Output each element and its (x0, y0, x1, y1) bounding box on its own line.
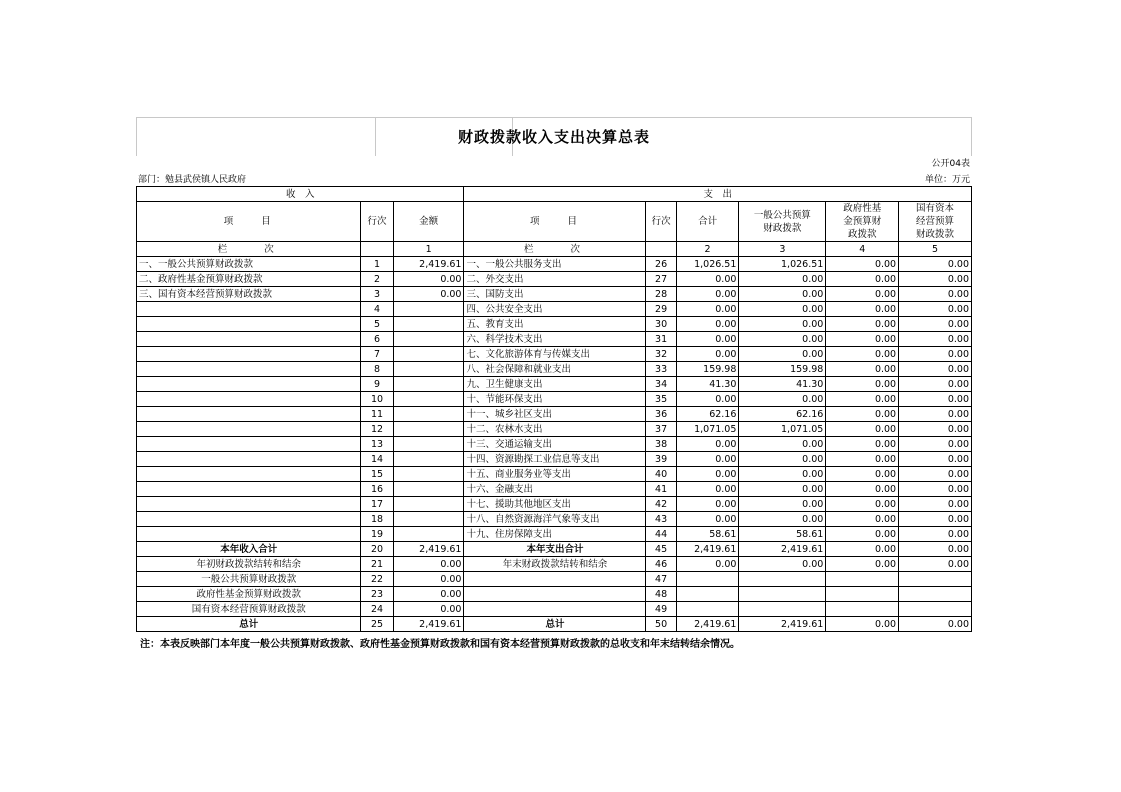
expense-lineno-cell: 28 (646, 287, 676, 302)
income-amount-cell (393, 362, 464, 377)
income-amount-cell (393, 407, 464, 422)
income-amount-cell (393, 392, 464, 407)
table-row (137, 332, 972, 347)
col-num-4: 4 (826, 242, 899, 257)
expense-fund-cell: 0.00 (826, 377, 899, 392)
expense-total-cell: 2,419.61 (676, 617, 739, 632)
expense-item-cell: 十七、援助其他地区支出 (464, 497, 646, 512)
income-lineno-cell: 13 (361, 437, 393, 452)
expense-item-header: 项 目 (464, 202, 646, 242)
col-blank-1 (361, 242, 393, 257)
income-item-cell: 二、政府性基金预算财政拨款 (137, 272, 361, 287)
income-item-cell (137, 437, 361, 452)
expense-item-cell: 总计 (464, 617, 646, 632)
income-lineno-cell: 25 (361, 617, 393, 632)
unit-label: 单位：万元 (924, 175, 970, 185)
table-row (137, 527, 972, 542)
table-row (137, 422, 972, 437)
income-item-cell (137, 317, 361, 332)
income-item-cell (137, 422, 361, 437)
table-row (137, 542, 972, 557)
expense-group-header: 支 出 (464, 187, 972, 202)
expense-total-cell: 1,026.51 (676, 257, 739, 272)
expense-capital-cell: 0.00 (899, 332, 972, 347)
expense-total-cell: 0.00 (676, 287, 739, 302)
income-amount-cell (393, 452, 464, 467)
expense-general-cell: 0.00 (739, 557, 826, 572)
expense-fund-cell: 0.00 (826, 392, 899, 407)
income-lineno-cell: 8 (361, 362, 393, 377)
income-amount-cell: 0.00 (393, 557, 464, 572)
expense-item-cell: 一、一般公共服务支出 (464, 257, 646, 272)
expense-capital-cell: 0.00 (899, 302, 972, 317)
expense-item-cell: 本年支出合计 (464, 542, 646, 557)
expense-item-cell: 三、国防支出 (464, 287, 646, 302)
expense-item-cell: 九、卫生健康支出 (464, 377, 646, 392)
expense-general-cell: 1,071.05 (739, 422, 826, 437)
expense-fund-cell: 0.00 (826, 437, 899, 452)
income-lineno-cell: 10 (361, 392, 393, 407)
income-amount-cell (393, 527, 464, 542)
expense-fund-cell: 0.00 (826, 407, 899, 422)
income-item-cell (137, 452, 361, 467)
expense-fund-cell: 0.00 (826, 557, 899, 572)
table-row (137, 602, 972, 617)
expense-general-cell: 0.00 (739, 452, 826, 467)
table-row (137, 572, 972, 587)
income-lineno-cell: 15 (361, 467, 393, 482)
expense-total-cell: 0.00 (676, 392, 739, 407)
expense-total-cell: 0.00 (676, 497, 739, 512)
income-lineno-cell: 7 (361, 347, 393, 362)
expense-general-cell (739, 587, 826, 602)
income-amount-cell: 2,419.61 (393, 257, 464, 272)
state-capital-header: 国有资本 经营预算 财政拨款 (899, 202, 972, 242)
col-label-income: 栏 次 (137, 242, 361, 257)
income-item-cell: 总计 (137, 617, 361, 632)
income-amount-cell: 0.00 (393, 572, 464, 587)
income-lineno-cell: 11 (361, 407, 393, 422)
income-group-header: 收 入 (137, 187, 464, 202)
department-row (136, 172, 972, 186)
expense-lineno-header: 行次 (646, 202, 676, 242)
expense-capital-cell: 0.00 (899, 497, 972, 512)
income-amount-cell: 2,419.61 (393, 542, 464, 557)
expense-general-cell: 58.61 (739, 527, 826, 542)
income-lineno-cell: 20 (361, 542, 393, 557)
table-row (137, 482, 972, 497)
expense-capital-cell: 0.00 (899, 317, 972, 332)
expense-fund-cell: 0.00 (826, 272, 899, 287)
expense-total-cell (676, 602, 739, 617)
expense-capital-cell: 0.00 (899, 617, 972, 632)
table-body (137, 257, 972, 632)
income-item-cell (137, 362, 361, 377)
expense-lineno-cell: 35 (646, 392, 676, 407)
income-lineno-cell: 17 (361, 497, 393, 512)
income-lineno-cell: 16 (361, 482, 393, 497)
expense-general-cell: 0.00 (739, 317, 826, 332)
column-header-row (137, 202, 972, 242)
expense-lineno-cell: 43 (646, 512, 676, 527)
page-title: 财政拨款收入支出决算总表 (457, 128, 650, 146)
expense-capital-cell: 0.00 (899, 437, 972, 452)
income-amount-cell: 0.00 (393, 272, 464, 287)
table-row (137, 302, 972, 317)
expense-lineno-cell: 47 (646, 572, 676, 587)
income-item-header: 项 目 (137, 202, 361, 242)
income-lineno-cell: 1 (361, 257, 393, 272)
expense-item-cell: 十三、交通运输支出 (464, 437, 646, 452)
col-blank-2 (646, 242, 676, 257)
expense-total-cell: 159.98 (676, 362, 739, 377)
expense-item-cell: 五、教育支出 (464, 317, 646, 332)
expense-item-cell: 十二、农林水支出 (464, 422, 646, 437)
income-item-cell (137, 302, 361, 317)
table-note: 注：本表反映部门本年度一般公共预算财政拨款、政府性基金预算财政拨款和国有资本经营预算财政拨款的总收支和年末结转结余情况。 (140, 639, 740, 650)
expense-lineno-cell: 42 (646, 497, 676, 512)
expense-general-cell: 0.00 (739, 332, 826, 347)
expense-general-cell: 0.00 (739, 302, 826, 317)
income-lineno-cell: 5 (361, 317, 393, 332)
expense-fund-cell: 0.00 (826, 527, 899, 542)
income-item-cell (137, 497, 361, 512)
expense-lineno-cell: 37 (646, 422, 676, 437)
expense-lineno-cell: 39 (646, 452, 676, 467)
col-label-expense: 栏 次 (464, 242, 646, 257)
table-row (137, 437, 972, 452)
income-amount-cell (393, 317, 464, 332)
expense-fund-cell: 0.00 (826, 362, 899, 377)
expense-general-cell (739, 572, 826, 587)
income-amount-header: 金额 (393, 202, 464, 242)
expense-fund-cell: 0.00 (826, 332, 899, 347)
expense-capital-cell: 0.00 (899, 347, 972, 362)
expense-total-cell: 0.00 (676, 557, 739, 572)
income-amount-cell (393, 332, 464, 347)
income-lineno-cell: 19 (361, 527, 393, 542)
income-item-cell: 本年收入合计 (137, 542, 361, 557)
expense-fund-cell (826, 587, 899, 602)
table-row (137, 392, 972, 407)
expense-item-cell: 年末财政拨款结转和结余 (464, 557, 646, 572)
col-num-3: 3 (739, 242, 826, 257)
column-number-row (137, 242, 972, 257)
income-lineno-cell: 21 (361, 557, 393, 572)
col-num-1: 1 (393, 242, 464, 257)
expense-item-cell: 二、外交支出 (464, 272, 646, 287)
expense-lineno-cell: 31 (646, 332, 676, 347)
expense-general-cell: 62.16 (739, 407, 826, 422)
expense-fund-cell: 0.00 (826, 482, 899, 497)
table-row (137, 272, 972, 287)
expense-item-cell: 六、科学技术支出 (464, 332, 646, 347)
expense-capital-cell: 0.00 (899, 557, 972, 572)
table-row (137, 512, 972, 527)
expense-item-cell: 七、文化旅游体育与传媒支出 (464, 347, 646, 362)
income-amount-cell: 0.00 (393, 287, 464, 302)
expense-total-cell: 58.61 (676, 527, 739, 542)
income-amount-cell (393, 482, 464, 497)
expense-total-cell: 0.00 (676, 467, 739, 482)
worksheet (136, 117, 972, 650)
expense-general-cell: 0.00 (739, 347, 826, 362)
income-amount-cell (393, 347, 464, 362)
income-lineno-cell: 14 (361, 452, 393, 467)
expense-general-cell: 2,419.61 (739, 542, 826, 557)
expense-item-cell (464, 602, 646, 617)
expense-fund-cell: 0.00 (826, 617, 899, 632)
income-item-cell: 三、国有资本经营预算财政拨款 (137, 287, 361, 302)
expense-item-cell (464, 587, 646, 602)
expense-fund-cell: 0.00 (826, 347, 899, 362)
expense-item-cell: 十一、城乡社区支出 (464, 407, 646, 422)
expense-lineno-cell: 34 (646, 377, 676, 392)
expense-total-cell: 0.00 (676, 437, 739, 452)
expense-total-cell: 0.00 (676, 482, 739, 497)
expense-lineno-cell: 46 (646, 557, 676, 572)
form-number-row (136, 156, 972, 172)
department-label: 部门：勉县武侯镇人民政府 (138, 175, 247, 185)
expense-general-cell: 0.00 (739, 437, 826, 452)
expense-general-cell: 41.30 (739, 377, 826, 392)
expense-general-cell: 0.00 (739, 467, 826, 482)
income-amount-cell (393, 497, 464, 512)
expense-total-cell: 0.00 (676, 452, 739, 467)
expense-item-cell: 十、节能环保支出 (464, 392, 646, 407)
table-row (137, 347, 972, 362)
expense-fund-cell: 0.00 (826, 512, 899, 527)
expense-lineno-cell: 33 (646, 362, 676, 377)
expense-lineno-cell: 36 (646, 407, 676, 422)
expense-capital-cell: 0.00 (899, 257, 972, 272)
budget-table (136, 186, 972, 632)
table-row (137, 497, 972, 512)
expense-capital-cell: 0.00 (899, 362, 972, 377)
income-amount-cell: 0.00 (393, 602, 464, 617)
expense-fund-cell (826, 602, 899, 617)
expense-capital-cell: 0.00 (899, 452, 972, 467)
expense-lineno-cell: 38 (646, 437, 676, 452)
expense-fund-cell: 0.00 (826, 467, 899, 482)
income-item-cell: 年初财政拨款结转和结余 (137, 557, 361, 572)
income-item-cell (137, 467, 361, 482)
income-item-cell (137, 332, 361, 347)
table-row (137, 587, 972, 602)
income-lineno-cell: 4 (361, 302, 393, 317)
table-row (137, 452, 972, 467)
expense-capital-cell: 0.00 (899, 407, 972, 422)
table-row (137, 407, 972, 422)
expense-total-cell: 0.00 (676, 302, 739, 317)
table-row (137, 467, 972, 482)
income-item-cell (137, 407, 361, 422)
table-row (137, 317, 972, 332)
expense-item-cell: 十八、自然资源海洋气象等支出 (464, 512, 646, 527)
income-lineno-cell: 18 (361, 512, 393, 527)
expense-total-cell: 0.00 (676, 332, 739, 347)
income-amount-cell: 2,419.61 (393, 617, 464, 632)
expense-lineno-cell: 44 (646, 527, 676, 542)
col-num-5: 5 (899, 242, 972, 257)
expense-capital-cell (899, 602, 972, 617)
expense-capital-cell: 0.00 (899, 512, 972, 527)
expense-general-cell: 0.00 (739, 287, 826, 302)
expense-lineno-cell: 41 (646, 482, 676, 497)
expense-capital-cell: 0.00 (899, 467, 972, 482)
expense-item-cell: 十五、商业服务业等支出 (464, 467, 646, 482)
income-item-cell (137, 347, 361, 362)
income-amount-cell (393, 302, 464, 317)
income-lineno-cell: 2 (361, 272, 393, 287)
table-row (137, 557, 972, 572)
income-item-cell: 国有资本经营预算财政拨款 (137, 602, 361, 617)
expense-capital-cell: 0.00 (899, 422, 972, 437)
income-item-cell (137, 527, 361, 542)
income-amount-cell (393, 512, 464, 527)
table-row (137, 287, 972, 302)
income-lineno-cell: 12 (361, 422, 393, 437)
expense-total-cell: 2,419.61 (676, 542, 739, 557)
expense-lineno-cell: 26 (646, 257, 676, 272)
income-item-cell: 政府性基金预算财政拨款 (137, 587, 361, 602)
expense-item-cell: 十六、金融支出 (464, 482, 646, 497)
income-item-cell (137, 512, 361, 527)
expense-general-cell: 159.98 (739, 362, 826, 377)
general-public-header: 一般公共预算 财政拨款 (739, 202, 826, 242)
table-row (137, 377, 972, 392)
expense-fund-cell: 0.00 (826, 257, 899, 272)
title-band (136, 117, 972, 156)
expense-total-cell (676, 572, 739, 587)
expense-total-cell: 1,071.05 (676, 422, 739, 437)
expense-fund-cell: 0.00 (826, 422, 899, 437)
income-lineno-cell: 3 (361, 287, 393, 302)
income-lineno-cell: 22 (361, 572, 393, 587)
income-item-cell (137, 377, 361, 392)
income-amount-cell (393, 467, 464, 482)
income-lineno-cell: 24 (361, 602, 393, 617)
expense-item-cell: 十九、住房保障支出 (464, 527, 646, 542)
expense-general-cell: 0.00 (739, 392, 826, 407)
expense-capital-cell: 0.00 (899, 392, 972, 407)
income-amount-cell (393, 422, 464, 437)
expense-general-cell: 1,026.51 (739, 257, 826, 272)
expense-total-cell: 41.30 (676, 377, 739, 392)
expense-total-cell: 0.00 (676, 347, 739, 362)
expense-capital-cell (899, 587, 972, 602)
expense-general-cell: 0.00 (739, 272, 826, 287)
expense-item-cell (464, 572, 646, 587)
group-header-row (137, 187, 972, 202)
income-lineno-cell: 23 (361, 587, 393, 602)
expense-lineno-cell: 49 (646, 602, 676, 617)
expense-total-cell: 62.16 (676, 407, 739, 422)
expense-total-header: 合计 (676, 202, 739, 242)
table-row (137, 362, 972, 377)
expense-fund-cell: 0.00 (826, 542, 899, 557)
income-item-cell (137, 392, 361, 407)
expense-lineno-cell: 50 (646, 617, 676, 632)
expense-fund-cell (826, 572, 899, 587)
expense-lineno-cell: 45 (646, 542, 676, 557)
expense-general-cell: 2,419.61 (739, 617, 826, 632)
expense-lineno-cell: 29 (646, 302, 676, 317)
form-number: 公开04表 (931, 159, 970, 169)
expense-lineno-cell: 40 (646, 467, 676, 482)
income-item-cell (137, 482, 361, 497)
expense-total-cell: 0.00 (676, 317, 739, 332)
income-item-cell: 一般公共预算财政拨款 (137, 572, 361, 587)
expense-lineno-cell: 48 (646, 587, 676, 602)
income-amount-cell (393, 377, 464, 392)
income-amount-cell: 0.00 (393, 587, 464, 602)
expense-fund-cell: 0.00 (826, 452, 899, 467)
expense-capital-cell: 0.00 (899, 287, 972, 302)
expense-item-cell: 八、社会保障和就业支出 (464, 362, 646, 377)
expense-capital-cell: 0.00 (899, 377, 972, 392)
income-amount-cell (393, 437, 464, 452)
expense-capital-cell (899, 572, 972, 587)
expense-general-cell: 0.00 (739, 497, 826, 512)
expense-lineno-cell: 30 (646, 317, 676, 332)
expense-lineno-cell: 27 (646, 272, 676, 287)
income-lineno-cell: 6 (361, 332, 393, 347)
expense-general-cell (739, 602, 826, 617)
expense-lineno-cell: 32 (646, 347, 676, 362)
expense-general-cell: 0.00 (739, 512, 826, 527)
expense-total-cell: 0.00 (676, 272, 739, 287)
income-lineno-cell: 9 (361, 377, 393, 392)
col-num-2: 2 (676, 242, 739, 257)
expense-item-cell: 四、公共安全支出 (464, 302, 646, 317)
table-row (137, 257, 972, 272)
expense-fund-cell: 0.00 (826, 302, 899, 317)
expense-general-cell: 0.00 (739, 482, 826, 497)
income-item-cell: 一、一般公共预算财政拨款 (137, 257, 361, 272)
gov-fund-header: 政府性基 金预算财 政拨款 (826, 202, 899, 242)
table-row (137, 617, 972, 632)
expense-fund-cell: 0.00 (826, 287, 899, 302)
expense-capital-cell: 0.00 (899, 272, 972, 287)
expense-total-cell (676, 587, 739, 602)
expense-item-cell: 十四、资源勘探工业信息等支出 (464, 452, 646, 467)
expense-capital-cell: 0.00 (899, 527, 972, 542)
income-lineno-header: 行次 (361, 202, 393, 242)
expense-capital-cell: 0.00 (899, 482, 972, 497)
expense-fund-cell: 0.00 (826, 317, 899, 332)
expense-total-cell: 0.00 (676, 512, 739, 527)
expense-capital-cell: 0.00 (899, 542, 972, 557)
expense-fund-cell: 0.00 (826, 497, 899, 512)
